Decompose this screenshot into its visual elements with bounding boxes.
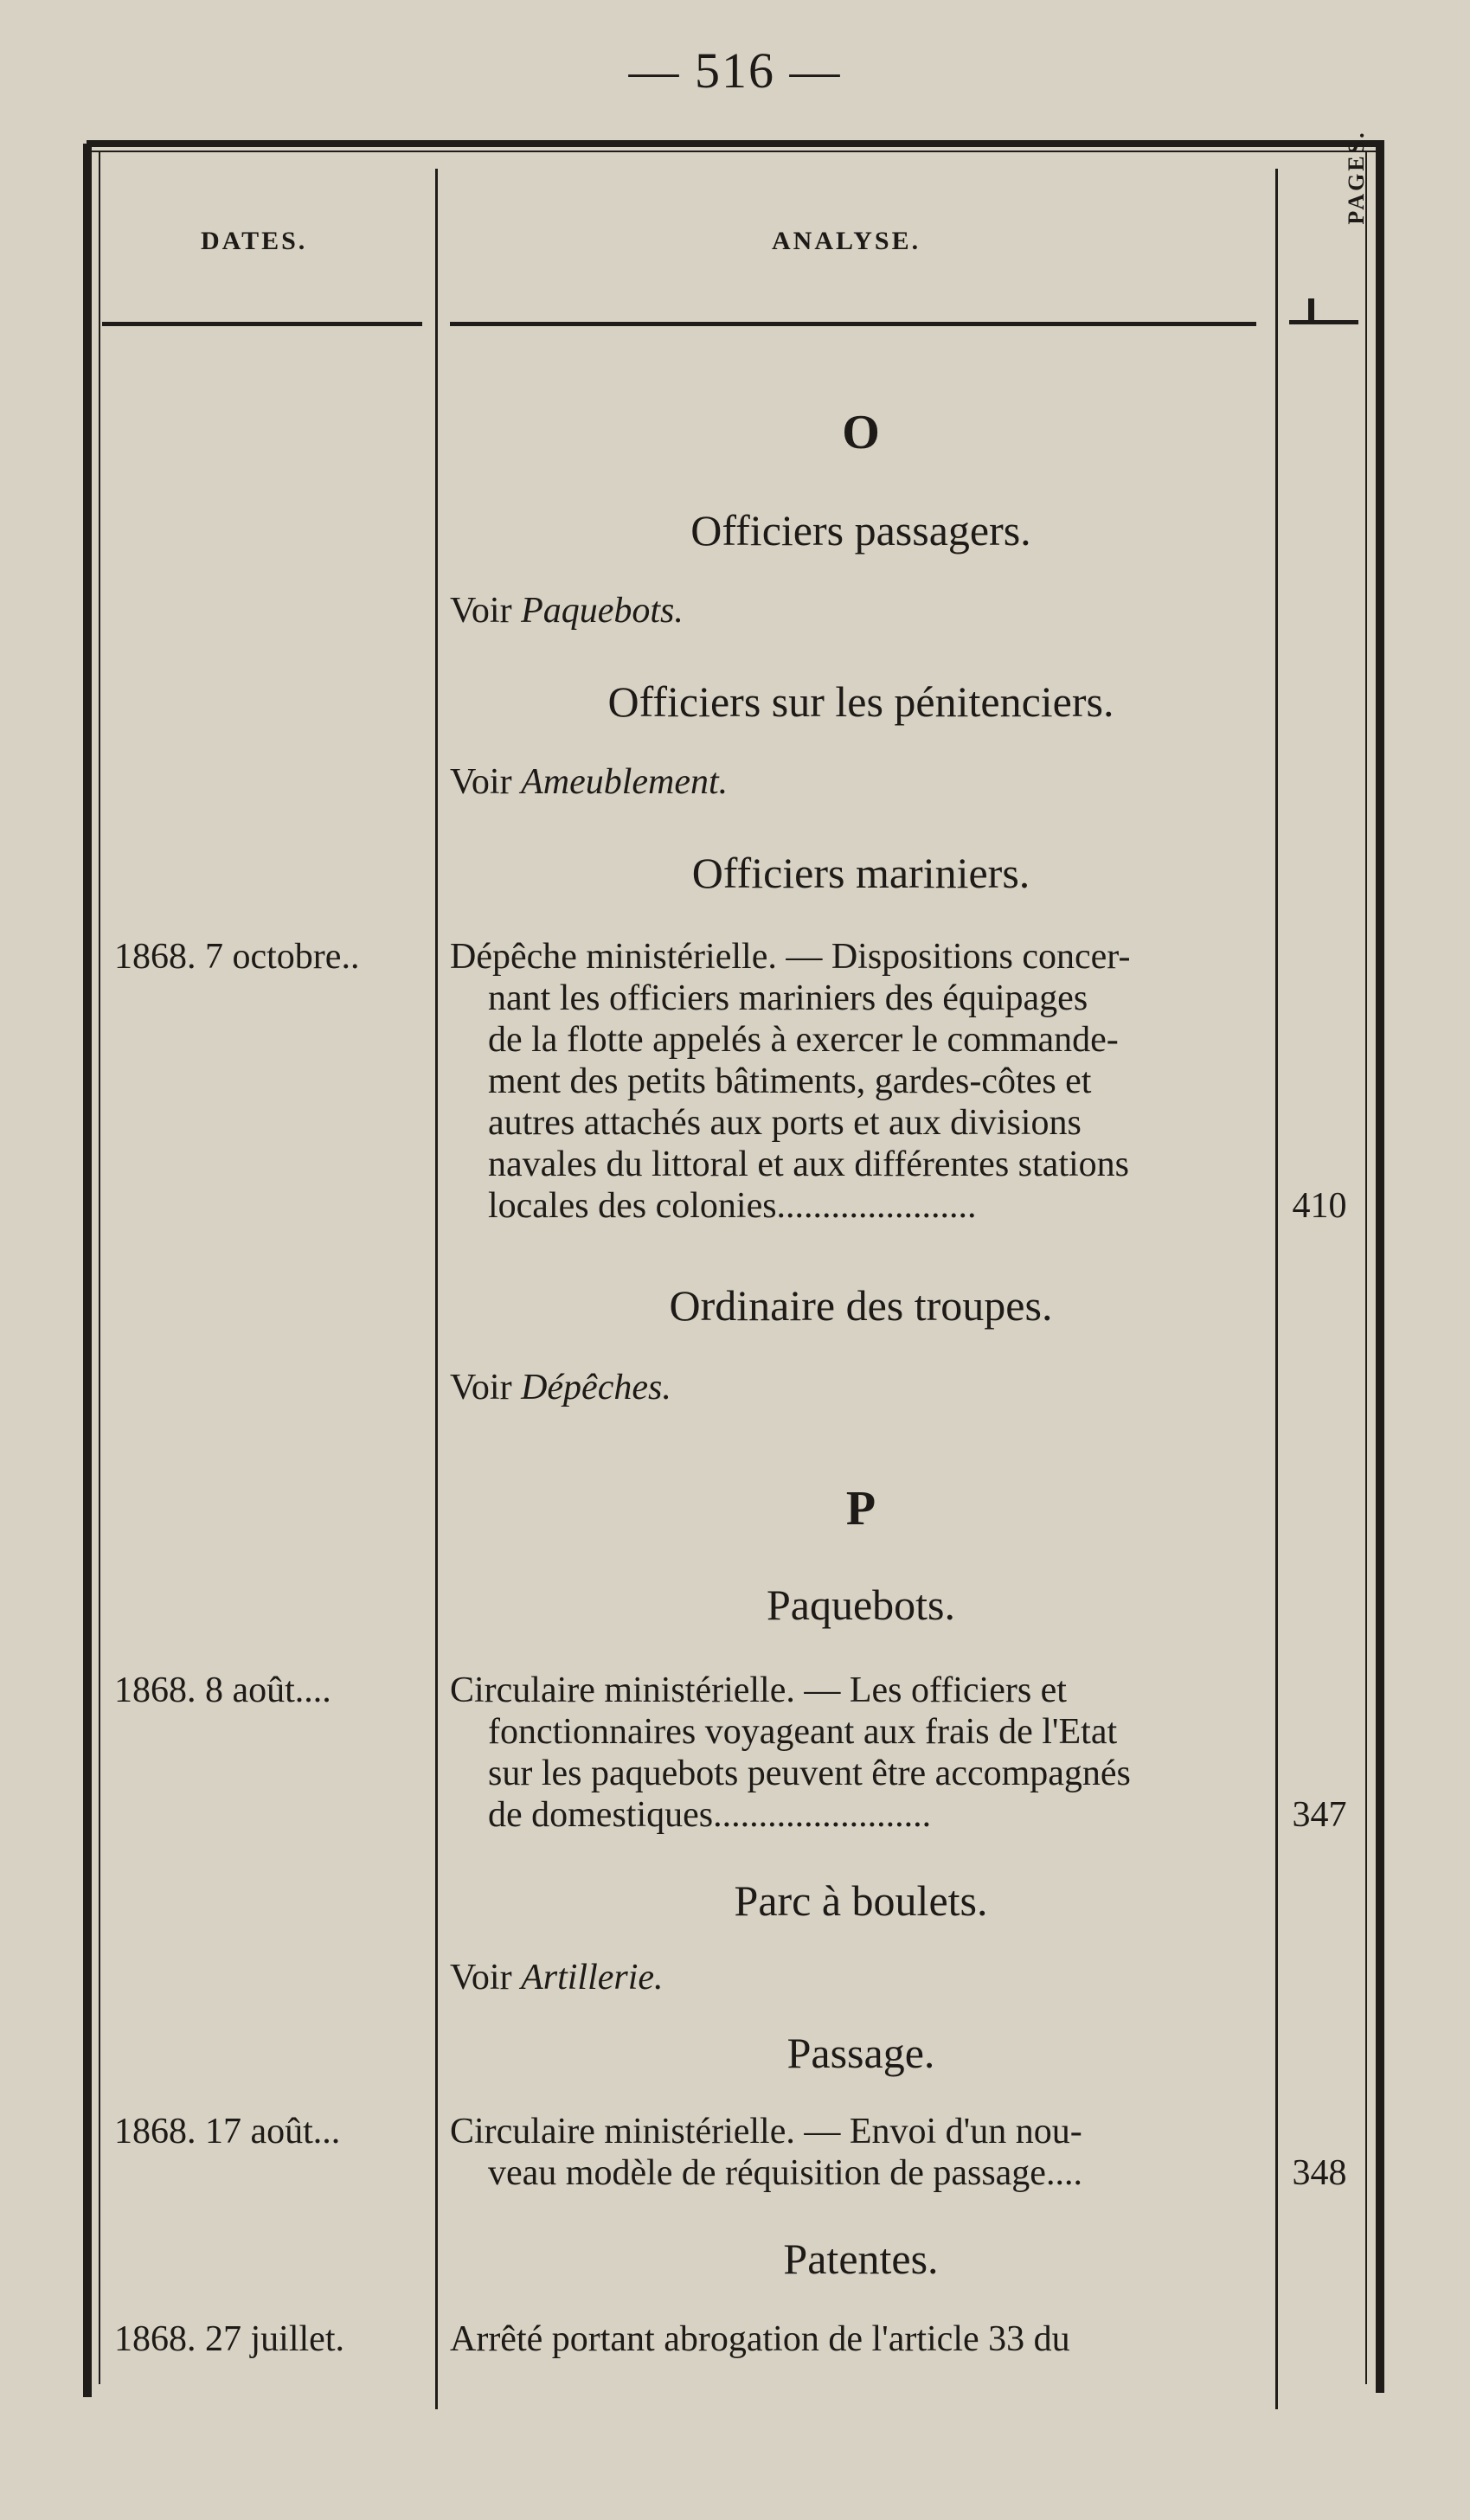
see-also-prefix: Voir [450, 1368, 522, 1407]
top-rule-thin [87, 151, 1384, 152]
header-analyse: ANALYSE. [772, 227, 921, 255]
entry-page: 347 [1292, 1795, 1347, 1835]
heading-officiers-mariniers: Officiers mariniers. [691, 849, 1030, 897]
see-also-depeches [450, 1367, 671, 1408]
entry-line: de domestiques........................ [488, 1795, 932, 1835]
see-also-prefix: Voir [450, 591, 522, 631]
entry-line: ment des petits bâtiments, gardes-côtes et [488, 1061, 1092, 1101]
see-also-ref: Ameublement. [521, 762, 729, 802]
see-also-ref: Dépêches. [521, 1368, 671, 1407]
header-dates: DATES. [201, 227, 308, 255]
entry-line: sur les paquebots peuvent être accompagnés [488, 1754, 1131, 1793]
right-border [1376, 144, 1384, 2393]
right-border-thin [1365, 152, 1367, 2384]
see-also-ameublement [450, 761, 728, 803]
heading-officiers-passagers: Officiers passagers. [690, 506, 1031, 555]
entry-text [450, 1670, 1272, 1836]
entry-page: 410 [1292, 1186, 1347, 1226]
see-also-paquebots [450, 590, 684, 632]
see-also-prefix: Voir [450, 1958, 522, 1997]
header-pages: PAGES. [1344, 130, 1369, 225]
top-rule [87, 140, 1384, 147]
section-letter-o: O [842, 406, 880, 459]
see-also-artillerie [450, 1957, 664, 1998]
page-number: — 516 — [628, 42, 842, 99]
heading-paquebots: Paquebots. [766, 1581, 956, 1629]
left-border [83, 144, 92, 2397]
entry-line: Circulaire ministérielle. — Les officiers et [450, 1670, 1067, 1710]
left-border-thin [99, 152, 100, 2384]
entry-line: Dépêche ministérielle. — Dispositions concer- [450, 937, 1131, 977]
header-rule-dates [102, 322, 422, 326]
entry-date: 1868. 7 octobre.. [114, 937, 360, 977]
entry-date: 1868. 27 juillet. [114, 2319, 344, 2359]
header-rule-pages [1289, 320, 1358, 324]
entry-line: locales des colonies...................... [488, 1186, 977, 1226]
entry-text [450, 2111, 1272, 2194]
heading-ordinaire-troupes: Ordinaire des troupes. [669, 1281, 1053, 1330]
dates-column-divider [435, 169, 438, 2409]
entry-line: autres attachés aux ports et aux divisions [488, 1103, 1082, 1143]
entry-page: 348 [1292, 2153, 1347, 2193]
entry-line: nant les officiers mariniers des équipages [488, 978, 1088, 1018]
entry-date: 1868. 17 août... [114, 2112, 341, 2151]
see-also-ref: Paquebots. [521, 591, 684, 631]
entry-line: veau modèle de réquisition de passage.... [488, 2153, 1082, 2193]
entry-line: Circulaire ministérielle. — Envoi d'un nou- [450, 2112, 1082, 2151]
entry-line: fonctionnaires voyageant aux frais de l'Etat [488, 1712, 1118, 1752]
entry-text [450, 2318, 1272, 2360]
see-also-ref: Artillerie. [521, 1958, 664, 1997]
entry-line: navales du littoral et aux différentes stations [488, 1145, 1130, 1184]
entry-text [450, 936, 1272, 1227]
entry-line: Arrêté portant abrogation de l'article 33 du [450, 2319, 1070, 2359]
pages-marker [1308, 298, 1314, 324]
entry-line: de la flotte appelés à exercer le commande- [488, 1020, 1119, 1060]
heading-patentes: Patentes. [783, 2235, 939, 2283]
section-letter-p: P [845, 1482, 876, 1536]
see-also-prefix: Voir [450, 762, 522, 802]
heading-officiers-penitenciers: Officiers sur les pénitenciers. [607, 677, 1114, 726]
header-rule-analyse [450, 322, 1256, 326]
entry-date: 1868. 8 août.... [114, 1670, 331, 1710]
heading-passage: Passage. [786, 2029, 935, 2077]
heading-parc-boulets: Parc à boulets. [734, 1876, 988, 1925]
